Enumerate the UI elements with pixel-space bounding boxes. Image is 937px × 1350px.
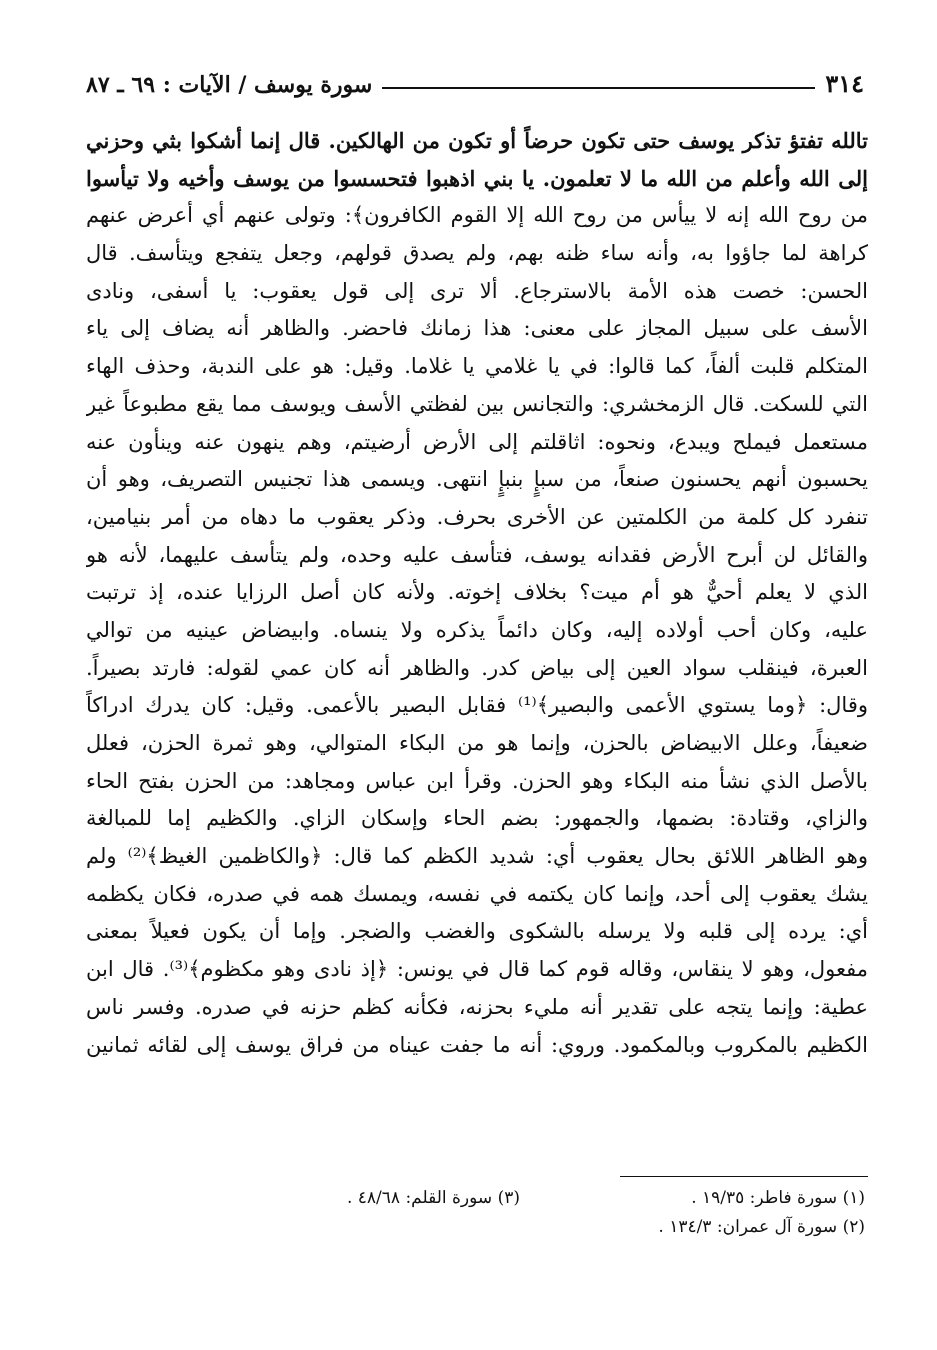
text-line: التي للسكت. قال الزمخشري: والتجانس بين لفظتي الأسف ويوسف مما يقع مطبوعاً غير — [86, 391, 868, 416]
text-line: مستعمل فيملح ويبدع، ونحوه: اثاقلتم إلى الأرض أرضيتم، وهم ينهون عنه وينأون عنه — [86, 429, 868, 454]
text-line: تالله تفتؤ تذكر يوسف حتى تكون حرضاً أو تكون من الهالكين. قال إنما أشكوا بثي وحزني — [86, 128, 868, 153]
text-line: عطية: وإنما يتجه على تقدير أنه مليء بحزنه، فكأنه كظم حزنه في صدره. وفسر ناس — [86, 994, 868, 1019]
text-line: عليه، وكان أحب أولاده إليه، وكان دائماً يذكره ولا ينساه. وابيضاض عينيه من توالي — [86, 617, 868, 642]
page-header — [86, 62, 864, 98]
footnotes-right-column — [560, 1184, 865, 1242]
footnote-3: (٣) سورة القلم: ٤٨/٦٨ . — [346, 1188, 520, 1208]
footnote-2: (٢) سورة آل عمران: ١٣٤/٣ . — [658, 1217, 865, 1237]
text-line: ضعيفاً، وعلل الابيضاض بالحزن، وإنما هو من البكاء المتوالي، وهو ثمرة الحزن، فعلل — [86, 731, 868, 755]
text-line: وهو الظاهر اللائق بحال يعقوب أي: شديد الكظم كما قال: ﴿والكاظمين الغيظ﴾⁽²⁾ ولم — [86, 844, 868, 869]
text-line: الحسن: خصت هذه الأمة بالاسترجاع. ألا ترى إلى قول يعقوب: يا أسفى، ونادى — [86, 278, 868, 303]
body-text — [86, 122, 868, 1064]
text-line: المتكلم قلبت ألفاً، كما قالوا: في يا غلامي يا غلاما. وقيل: هو على الندبة، وحذف الهاء — [86, 354, 868, 379]
header-rule — [382, 87, 815, 89]
footnote-separator — [620, 1176, 868, 1177]
header-title: سورة يوسف / الآيات : ٦٩ ـ ٨٧ — [86, 72, 373, 98]
text-line: تنفرد كل كلمة من الكلمتين عن الأخرى بحرف. وذكر يعقوب ما دهاه من أمر بنيامين، — [86, 504, 868, 529]
text-line: وقال: ﴿وما يستوي الأعمى والبصير﴾⁽¹⁾ فقابل البصير بالأعمى. وقيل: كان يدرك ادراكاً — [86, 693, 868, 718]
text-line: الكظيم بالمكروب وبالمكمود. وروي: أنه ما جفت عيناه من فراق يوسف إلى لقائه ثمانين — [86, 1032, 868, 1057]
text-line: الأسف على سبيل المجاز على معنى: هذا زمانك فاحضر. والظاهر أنه يضاف إلى ياء — [86, 316, 868, 341]
text-line: يحسبون أنهم يحسنون صنعاً، من سبإٍ بنبإٍ انتهى. ويسمى هذا تجنيس التصريف، وهو أن — [86, 467, 868, 492]
text-line: من روح الله إنه لا ييأس من روح الله إلا القوم الكافرون﴾: وتولى عنهم أي أعرض عنهم — [86, 203, 868, 228]
text-line: أي: يرده إلى قلبه ولا يرسله بالشكوى والغضب والضجر. وإما أن يكون فعيلاً بمعنى — [86, 919, 868, 944]
footnote-1: (١) سورة فاطر: ١٩/٣٥ . — [691, 1188, 865, 1208]
text-line: والزاي، وقتادة: بضمها، والجمهور: بضم الحاء وإسكان الزاي. والكظيم إما للمبالغة — [86, 806, 868, 831]
text-line: مفعول، وهو لا ينقاس، وقاله قوم كما قال في يونس: ﴿إذ نادى وهو مكظوم﴾⁽³⁾. قال ابن — [86, 957, 868, 982]
footnotes-left-column — [250, 1184, 520, 1213]
text-line: إلى الله وأعلم من الله ما لا تعلمون. يا بني اذهبوا فتحسسوا من يوسف وأخيه ولا تيأسوا — [86, 165, 868, 191]
text-line: والقائل لن أبرح الأرض فقدانه يوسف، فتأسف عليه وحده، ولم يتأسف عليهما، لأنه هو — [86, 542, 868, 567]
text-line: يشك يعقوب إلى أحد، وإنما كان يكتمه في نفسه، ويمسك همه في صدره، فكان يكظمه — [86, 881, 868, 906]
text-line: كراهة لما جاؤوا به، وأنه ساء ظنه بهم، ولم يصدق قولهم، وجعل يتفجع ويتأسف. قال — [86, 241, 868, 266]
text-line: بالأصل الذي نشأ منه البكاء وهو الحزن. وقرأ ابن عباس ومجاهد: من الحزن بفتح الحاء — [86, 768, 868, 793]
text-line: الذي لا يعلم أحيٌّ هو أم ميت؟ بخلاف إخوته. ولأنه كان أصل الرزايا عنده، إذ ترتبت — [86, 580, 868, 605]
text-line: العبرة، فينقلب سواد العين إلى بياض كدر. والظاهر أنه كان عمي لقوله: فارتد بصيراً. — [86, 655, 868, 680]
page-number: ٣١٤ — [825, 69, 864, 98]
